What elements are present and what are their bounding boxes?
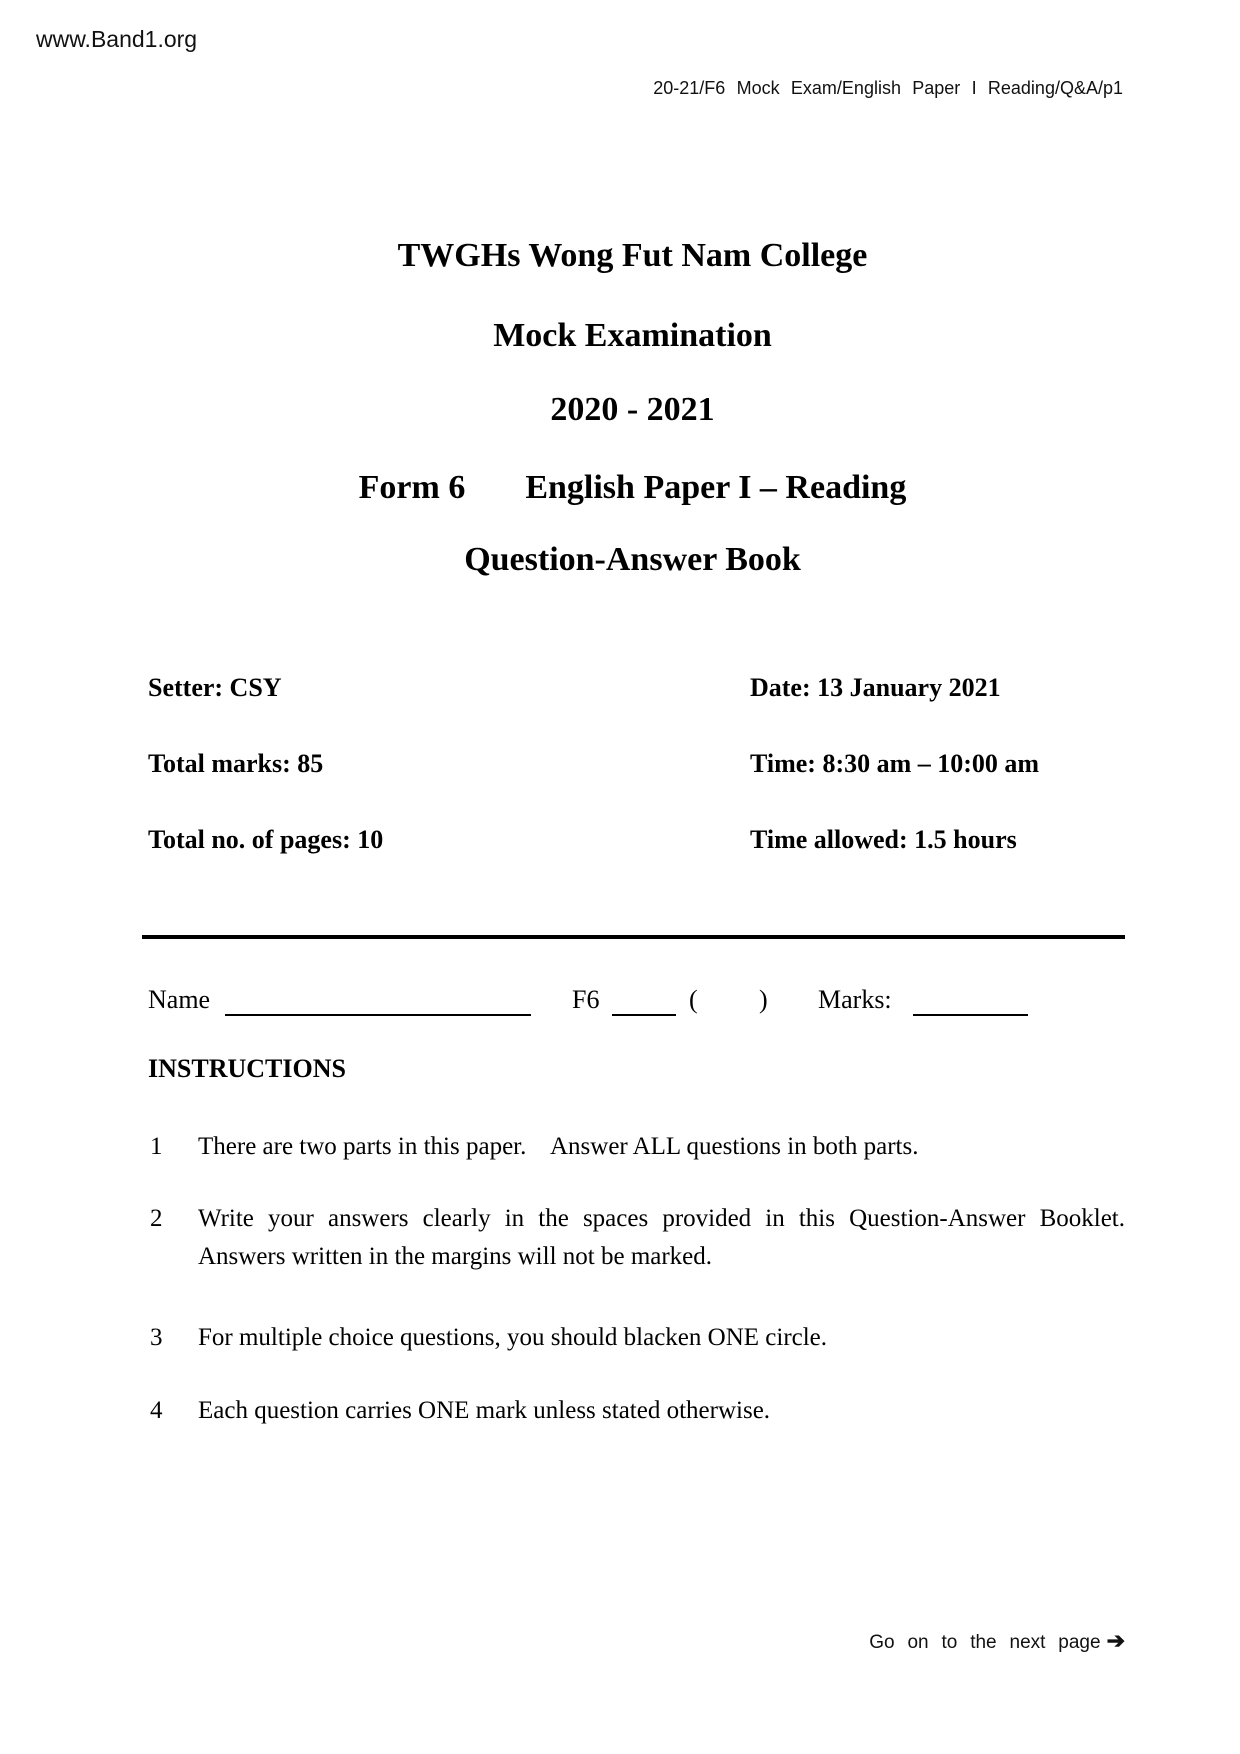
form-and-paper-line [142, 468, 1123, 508]
date-label: Date: 13 January 2021 [750, 673, 1001, 702]
class-number-paren-close: ) [759, 985, 768, 1014]
instructions-heading: INSTRUCTIONS [148, 1054, 346, 1083]
exam-year: 2020 - 2021 [550, 391, 715, 428]
time-label: Time: 8:30 am – 10:00 am [750, 749, 1040, 778]
class-number-paren-open: ( [689, 985, 698, 1014]
setter-label: Setter: CSY [148, 673, 282, 702]
instruction-number: 2 [150, 1205, 163, 1232]
class-blank-line [612, 1014, 676, 1016]
instruction-number: 4 [150, 1397, 163, 1424]
instruction-number: 1 [150, 1133, 163, 1160]
instruction-item-1 [150, 1128, 1125, 1166]
document-reference: 20-21/F6 Mock Exam/English Paper I Reading/Q&A/p1 [653, 78, 1123, 98]
next-page-arrow-icon: ➔ [1106, 1628, 1125, 1653]
book-type: Question-Answer Book [464, 541, 801, 578]
marks-label: Marks: [818, 985, 892, 1014]
paper-title: English Paper I – Reading [525, 469, 907, 506]
instruction-text: There are two parts in this paper. Answer ALL questions in both parts. [198, 1133, 919, 1160]
info-row-setter-date [148, 672, 1123, 704]
time-allowed-label: Time allowed: 1.5 hours [750, 825, 1017, 854]
instruction-item-4 [150, 1392, 1125, 1430]
info-row-pages-allowed [148, 824, 1123, 856]
instruction-item-2 [150, 1200, 1150, 1276]
next-page-notice [869, 1628, 1125, 1654]
watermark-url: www.Band1.org [36, 26, 198, 52]
instruction-number: 3 [150, 1324, 163, 1351]
name-label: Name [148, 985, 211, 1014]
instruction-text: Write your answers clearly in the spaces provided in this Question-Answer Booklet. Answers written in the margins will not be marked. [198, 1205, 1150, 1270]
school-name: TWGHs Wong Fut Nam College [397, 237, 868, 274]
total-pages-label: Total no. of pages: 10 [148, 825, 384, 854]
exam-type: Mock Examination [493, 317, 772, 354]
class-prefix-label: F6 [572, 985, 600, 1014]
instruction-item-3 [150, 1319, 1125, 1357]
info-row-marks-time [148, 748, 1123, 780]
instruction-text: Each question carries ONE mark unless stated otherwise. [198, 1397, 771, 1424]
student-info-row [0, 984, 1240, 1024]
marks-blank-line [913, 1014, 1028, 1016]
name-blank-line [225, 1014, 531, 1016]
instruction-text: For multiple choice questions, you should blacken ONE circle. [198, 1324, 828, 1351]
total-marks-label: Total marks: 85 [148, 749, 324, 778]
form-label: Form 6 [358, 469, 466, 506]
horizontal-divider [142, 935, 1125, 939]
next-page-text: Go on to the next page [869, 1632, 1101, 1653]
